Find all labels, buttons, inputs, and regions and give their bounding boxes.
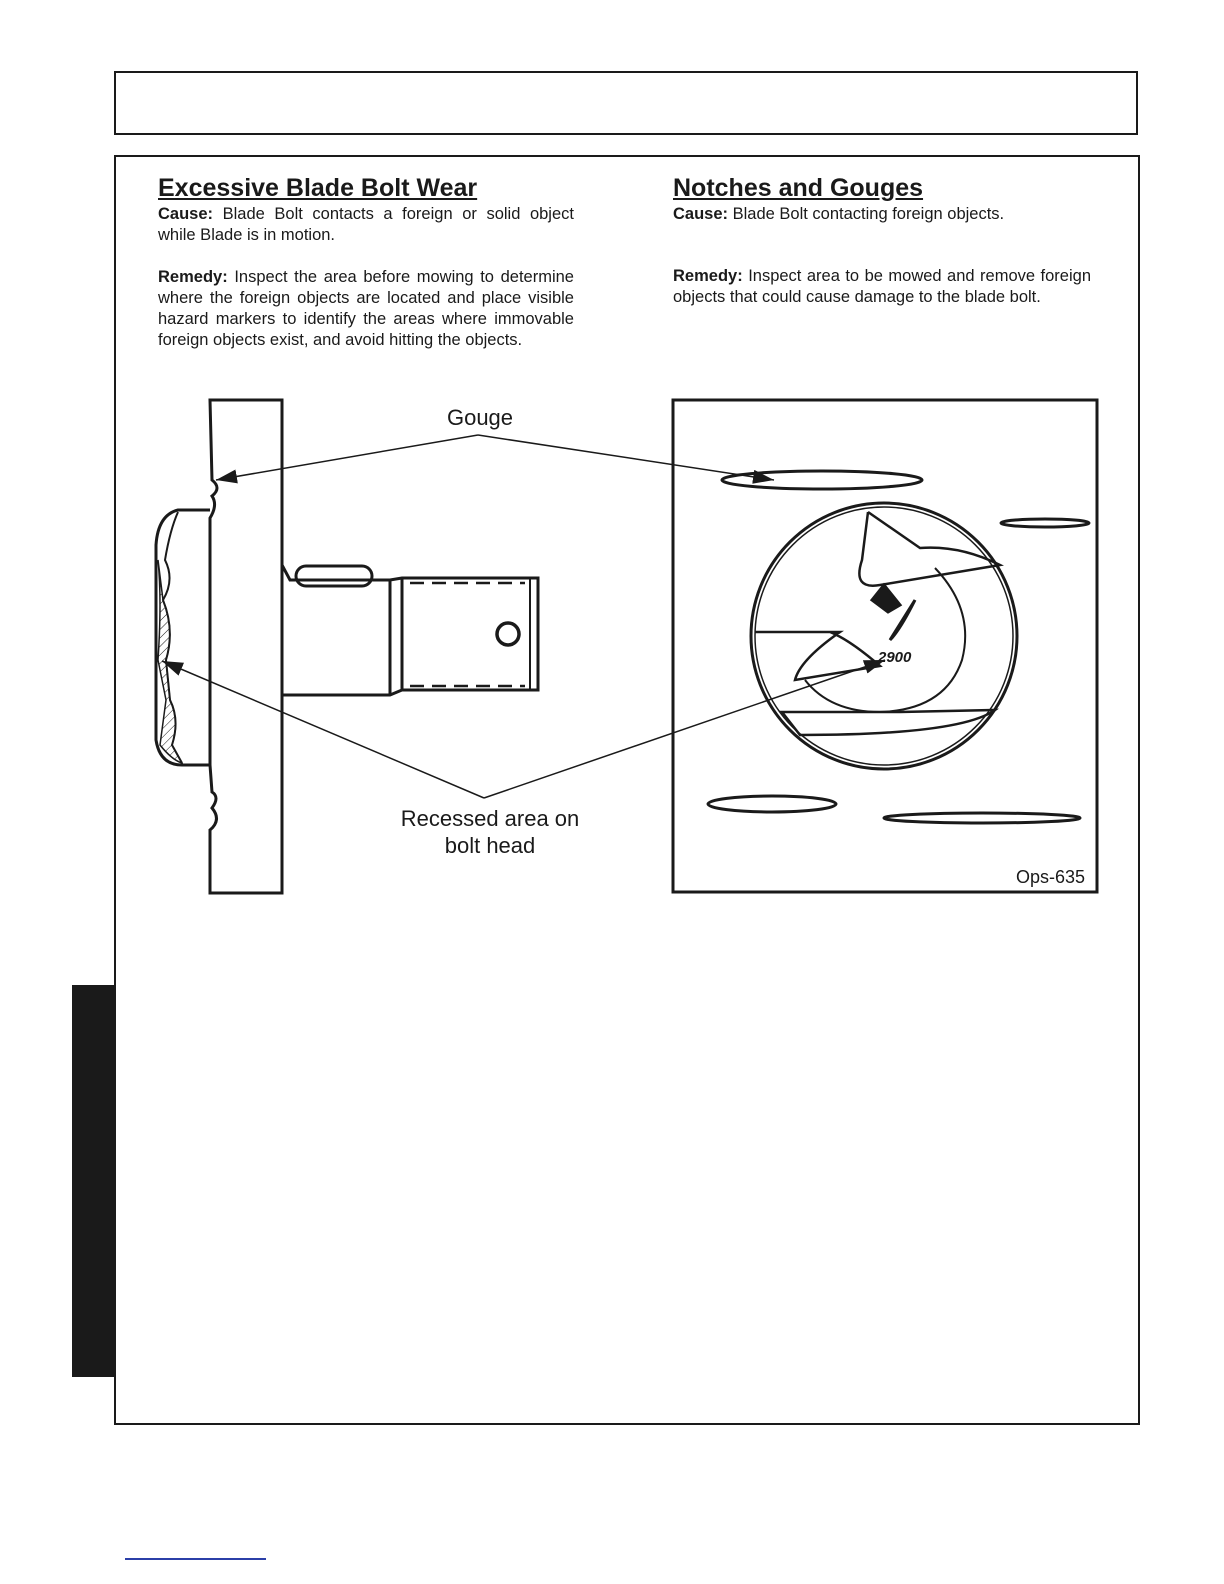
recessed-area-label-line1: Recessed area on [400,806,580,831]
cause-text: Blade Bolt contacts a foreign or solid object while Blade is in motion. [158,205,574,244]
remedy-text: Inspect the area before mowing to determine where the foreign objects are located and place visible hazard markers to identify the areas where immovable foreign objects exist, and avoid hitting the objects. [158,268,574,349]
bolt-face-circle [751,503,1017,769]
shank-slot [296,566,372,586]
bolt-face-view [708,471,1089,823]
cause-label: Cause: [673,205,729,223]
excessive-wear-heading: Excessive Blade Bolt Wear [158,174,478,202]
gouge-mark [884,813,1080,823]
remedy-text: Inspect area to be mowed and remove foreign objects that could cause damage to the blade bolt. [673,267,1091,306]
remedy-label: Remedy: [158,268,228,286]
recess-leaders [162,660,885,798]
blade-plate [210,400,282,893]
recessed-area-label [370,805,610,859]
pin-hole [497,623,519,645]
gouge-leaders [216,435,774,480]
cause-label: Cause: [158,205,214,223]
cause-text: Blade Bolt contacting foreign objects. [732,205,1005,223]
gouge-mark [722,471,922,489]
gouge-label: Gouge [446,405,514,430]
notch [755,632,880,680]
gouge-mark [1001,519,1089,527]
recessed-area-label-line2: bolt head [444,833,536,858]
bolt-marking: 2900 [878,649,912,666]
notches-gouges-heading: Notches and Gouges [673,174,924,202]
footer-link-underline [125,1558,266,1560]
gouge-mark [708,796,836,812]
notch [782,710,995,735]
remedy-label: Remedy: [673,267,743,285]
figure-id: Ops-635 [1016,867,1086,887]
